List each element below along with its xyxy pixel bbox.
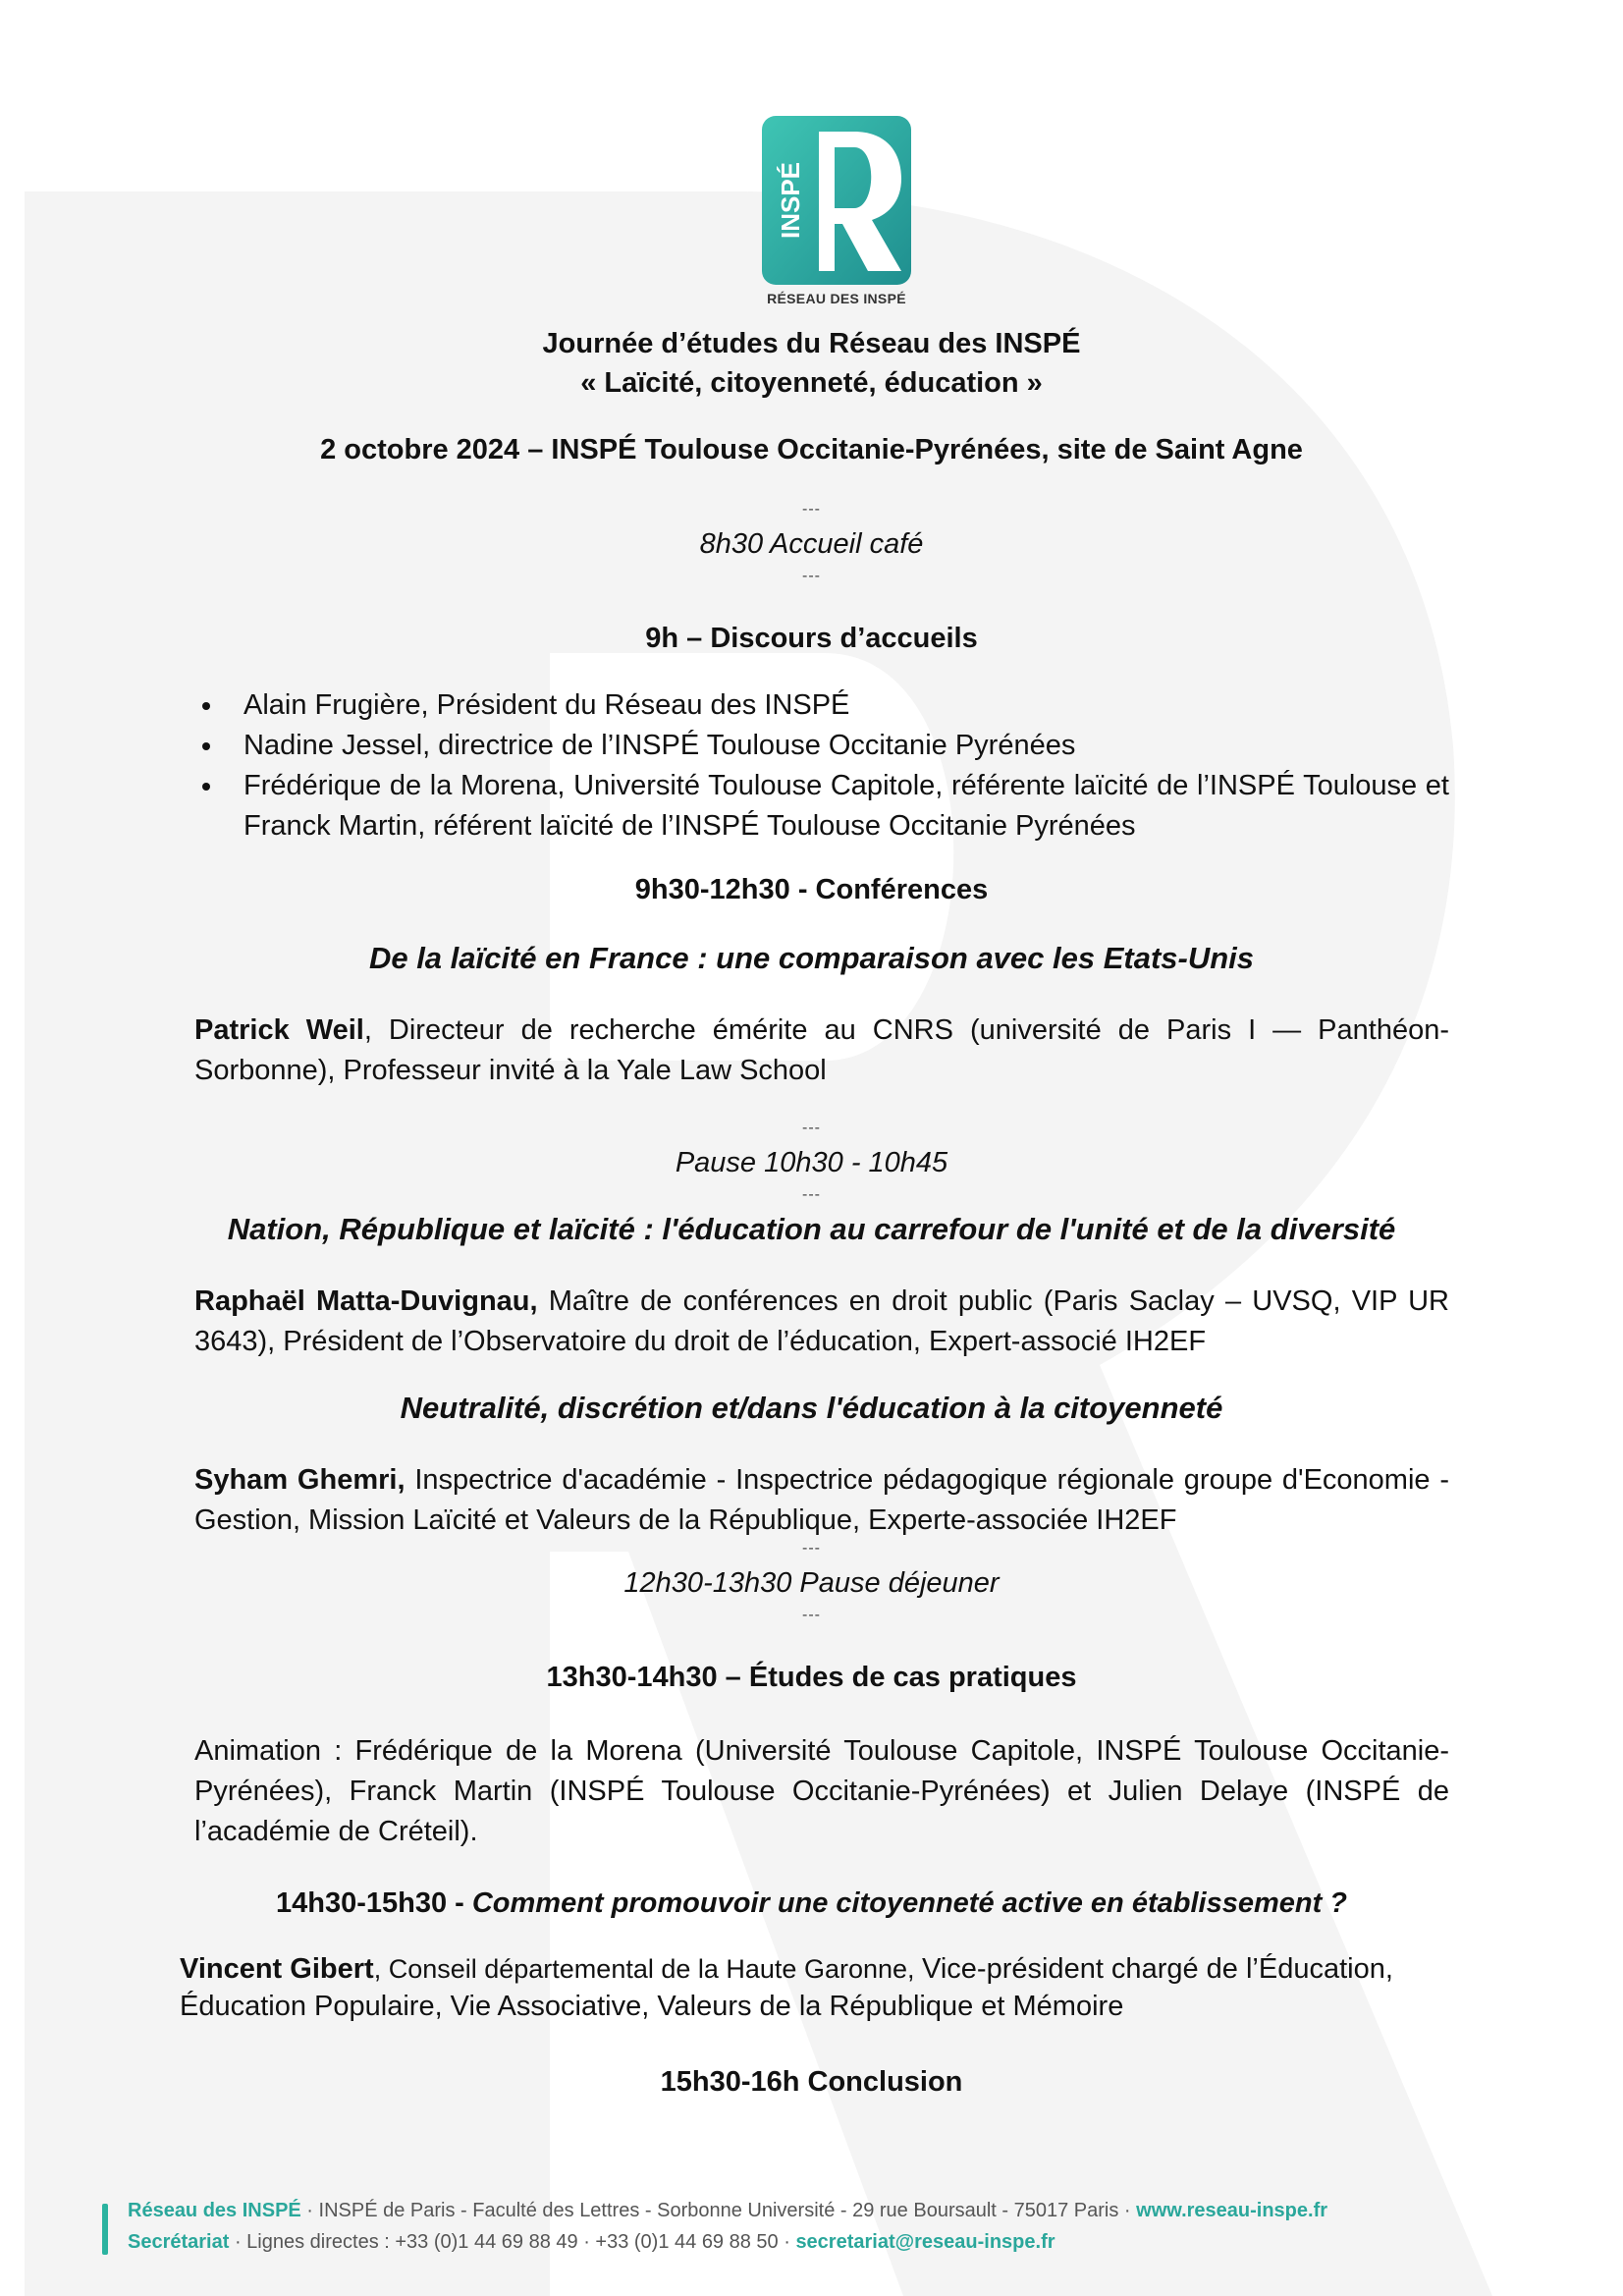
footer-network-label: Réseau des INSPÉ bbox=[128, 2200, 301, 2221]
conclusion: 15h30-16h Conclusion bbox=[660, 2066, 963, 2098]
footer-address bbox=[128, 2200, 1327, 2222]
speaker-name: Vincent Gibert bbox=[180, 1953, 374, 1985]
talk3-speaker bbox=[194, 1460, 1449, 1541]
talk1-speaker bbox=[194, 1011, 1449, 1091]
case-studies-heading: 13h30-14h30 – Études de cas pratiques bbox=[546, 1662, 1077, 1693]
event-date-place: 2 octobre 2024 – INSPÉ Toulouse Occitanie-Pyrénées, site de Saint Agne bbox=[320, 434, 1303, 465]
talk2-title: Nation, République et laïcité : l'éducation au carrefour de l'unité et de la diversité bbox=[227, 1212, 1396, 1246]
conferences-heading: 9h30-12h30 - Conférences bbox=[634, 874, 989, 905]
welcome-speakers-list bbox=[243, 685, 1449, 847]
welcome-coffee: 8h30 Accueil café bbox=[699, 528, 924, 560]
case-studies-animation: Animation : Frédérique de la Morena (Université Toulouse Capitole, INSPÉ Toulouse Occitanie-Pyrénées), Franck Martin (INSPÉ Toulouse Occitanie-Pyrénées) et Julien Delaye (INSPÉ de l’académie de Créteil). bbox=[194, 1735, 1449, 1847]
list-item: Alain Frugière, Président du Réseau des INSPÉ bbox=[243, 685, 1449, 726]
citizenship-speaker bbox=[180, 1950, 1456, 2025]
talk2-speaker bbox=[194, 1282, 1449, 1362]
speaker-name: Raphaël Matta-Duvignau, bbox=[194, 1285, 538, 1317]
list-item: Nadine Jessel, directrice de l’INSPÉ Toulouse Occitanie Pyrénées bbox=[243, 726, 1449, 766]
footer-website-link[interactable]: www.reseau-inspe.fr bbox=[1136, 2200, 1328, 2221]
welcome-speeches-heading: 9h – Discours d’accueils bbox=[645, 623, 978, 654]
speaker-affiliation: , Directeur de recherche émérite au CNRS (université de Paris I — Panthéon-Sorbonne), Professeur invité à la Yale Law School bbox=[194, 1014, 1449, 1086]
lunch-break: 12h30-13h30 Pause déjeuner bbox=[623, 1567, 1000, 1599]
list-item: Frédérique de la Morena, Université Toulouse Capitole, référente laïcité de l’INSPÉ Toulouse et Franck Martin, référent laïcité de l’INSPÉ Toulouse Occitanie Pyrénées bbox=[243, 766, 1449, 847]
talk1-title: De la laïcité en France : une comparaison avec les Etats-Unis bbox=[368, 941, 1255, 975]
talk3-title: Neutralité, discrétion et/dans l'éducation à la citoyenneté bbox=[400, 1391, 1223, 1425]
speaker-affiliation: , Conseil départemental de la Haute Garonne, bbox=[373, 1954, 923, 1984]
separator: --- bbox=[802, 1120, 821, 1136]
separator: --- bbox=[802, 1607, 821, 1623]
separator: --- bbox=[802, 568, 821, 584]
r-logo-icon bbox=[758, 112, 915, 289]
morning-break: Pause 10h30 - 10h45 bbox=[675, 1147, 948, 1178]
separator: --- bbox=[802, 1540, 821, 1557]
event-title: Journée d’études du Réseau des INSPÉ bbox=[542, 328, 1081, 359]
speaker-name: Syham Ghemri, bbox=[194, 1464, 406, 1496]
inspe-logo bbox=[758, 112, 915, 308]
speaker-role: Vice-président chargé de l’Éducation, Éducation Populaire, Vie Associative, Valeurs de la République et Mémoire bbox=[180, 1953, 1393, 2022]
event-theme: « Laïcité, citoyenneté, éducation » bbox=[580, 367, 1043, 399]
speaker-affiliation: Inspectrice d'académie - Inspectrice pédagogique régionale groupe d'Economie -Gestion, Mission Laïcité et Valeurs de la République, Experte-associée IH2EF bbox=[194, 1464, 1450, 1536]
logo-caption: RÉSEAU DES INSPÉ bbox=[767, 291, 906, 306]
speaker-name: Patrick Weil bbox=[194, 1014, 364, 1046]
footer-accent-bar bbox=[102, 2204, 108, 2255]
session-title: Comment promouvoir une citoyenneté active en établissement ? bbox=[471, 1887, 1348, 1919]
logo-letters: INSPÉ bbox=[776, 161, 805, 240]
speaker-affiliation: Maître de conférences en droit public (Paris Saclay – UVSQ, VIP UR 3643), Président de l’Observatoire du droit de l’éducation, Expert-associé IH2EF bbox=[194, 1285, 1449, 1357]
separator: --- bbox=[802, 1186, 821, 1203]
footer-phone-text: · Lignes directes : +33 (0)1 44 69 88 49 · +33 (0)1 44 69 88 50 · bbox=[229, 2231, 796, 2253]
footer-email-link[interactable]: secretariat@reseau-inspe.fr bbox=[795, 2231, 1055, 2253]
citizenship-session bbox=[0, 1887, 1623, 1920]
session-time: 14h30-15h30 - bbox=[275, 1887, 472, 1919]
footer-address-text: · INSPÉ de Paris - Faculté des Lettres - Sorbonne Université - 29 rue Boursault - 75017 Paris · bbox=[300, 2200, 1137, 2221]
footer-secretariat-label: Secrétariat bbox=[128, 2231, 230, 2253]
footer-contact bbox=[128, 2231, 1055, 2254]
separator: --- bbox=[802, 501, 821, 518]
